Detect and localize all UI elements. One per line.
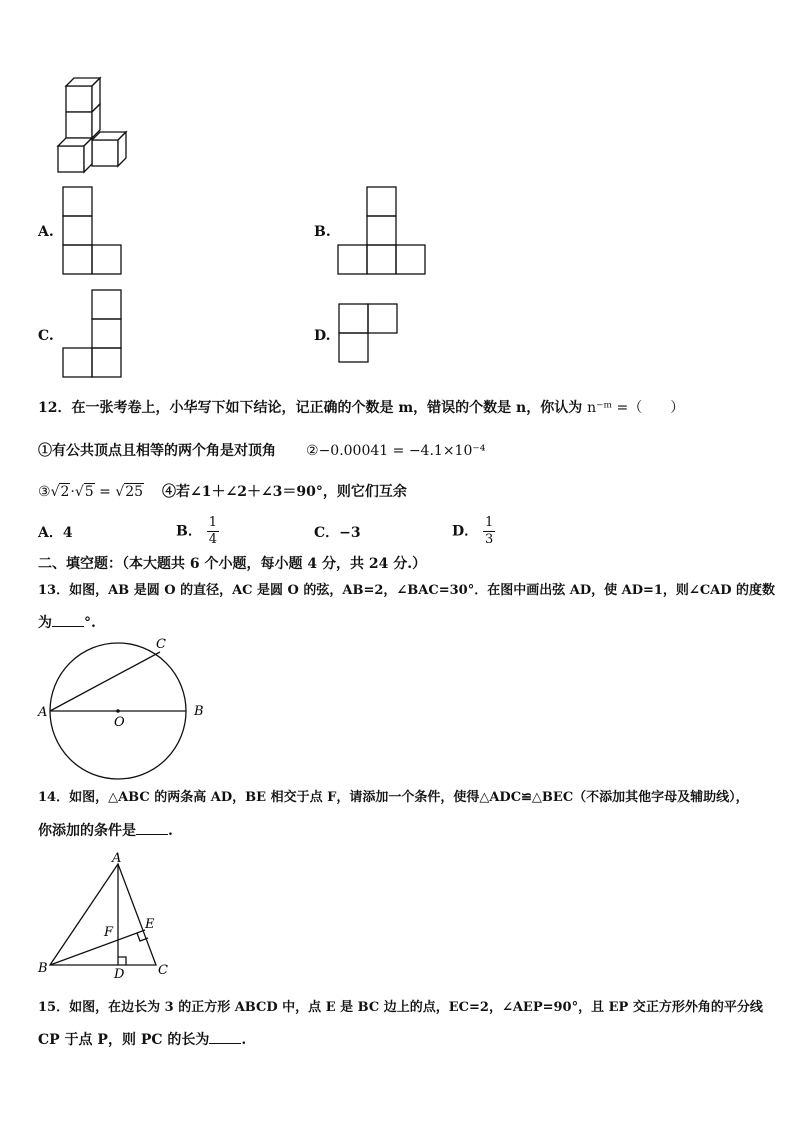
q13-label-b: B bbox=[194, 704, 204, 719]
section-heading: 二、填空题：（本大题共 6 个小题，每小题 4 分，共 24 分.） bbox=[38, 556, 427, 572]
option-b-view bbox=[337, 186, 429, 276]
q12-s3-a: 2 bbox=[60, 484, 70, 500]
q13-line2 bbox=[38, 612, 96, 633]
q12-statement-1: ①有公共顶点且相等的两个角是对顶角 bbox=[38, 443, 276, 459]
q14-label-c: C bbox=[158, 963, 168, 978]
q13-circle-figure bbox=[36, 634, 216, 784]
q12-option-d-den: 3 bbox=[485, 532, 494, 547]
q15-answer-blank[interactable] bbox=[209, 1029, 241, 1044]
q15-line2 bbox=[38, 1029, 246, 1050]
q14-line2-suffix: . bbox=[168, 823, 173, 839]
q13-label-c: C bbox=[156, 637, 166, 652]
q14-line1: 14．如图，△ABC 的两条高 AD，BE 相交于点 F，请添加一个条件，使得△ADC≌△BEC（不添加其他字母及辅助线）， bbox=[38, 790, 749, 805]
q12-statement-4: ④若∠1＋∠2＋∠3＝90°，则它们互余 bbox=[162, 484, 407, 500]
q15-line1: 15．如图，在边长为 3 的正方形 ABCD 中，点 E 是 BC 边上的点，EC=2，∠AEP=90°，且 EP 交正方形外角的平分线 bbox=[38, 1000, 763, 1015]
q12-option-c: C．−3 bbox=[314, 525, 361, 541]
q15-line2-suffix: . bbox=[241, 1032, 247, 1048]
q12-option-b-label: B． bbox=[176, 523, 202, 540]
q12-option-d-fraction bbox=[483, 515, 495, 548]
q12-stem-text: 12．在一张考卷上，小华写下如下结论，记正确的个数是 m，错误的个数是 n，你认为 bbox=[38, 400, 583, 416]
q14-triangle-figure bbox=[36, 852, 176, 982]
q14-line2-prefix: 你添加的条件是 bbox=[38, 823, 136, 839]
q12-statement-3: ③√2·√5 = √25 bbox=[38, 484, 144, 500]
option-a-label: A. bbox=[38, 224, 54, 240]
q14-answer-blank[interactable] bbox=[136, 820, 168, 835]
q12-option-d-num: 1 bbox=[485, 515, 494, 530]
option-d-view bbox=[338, 303, 400, 365]
q13-label-o: O bbox=[114, 715, 125, 730]
option-a-view bbox=[62, 186, 124, 276]
q12-stem bbox=[38, 398, 684, 418]
q12-option-d bbox=[452, 515, 495, 548]
q12-option-a: A．4 bbox=[38, 525, 73, 541]
q13-line2-prefix: 为 bbox=[38, 615, 52, 631]
q12-statement-2 bbox=[306, 441, 485, 461]
q12-s2-prefix: ② bbox=[306, 443, 319, 459]
q12-option-d-label: D． bbox=[452, 523, 479, 540]
q14-line2 bbox=[38, 820, 173, 841]
q13-answer-blank[interactable] bbox=[52, 612, 84, 627]
q13-line1: 13．如图，AB 是圆 O 的直径，AC 是圆 O 的弦，AB=2，∠BAC=30°．在图中画出弦 AD，使 AD=1，则∠CAD 的度数 bbox=[38, 583, 776, 598]
q14-label-d: D bbox=[114, 967, 125, 982]
q13-label-a: A bbox=[38, 705, 48, 720]
q12-s2-math: −0.00041 = −4.1×10⁻⁴ bbox=[318, 443, 486, 459]
q12-option-b bbox=[176, 515, 219, 548]
q15-line2-prefix: CP 于点 P，则 PC 的长为 bbox=[38, 1032, 210, 1048]
q12-option-b-den: 4 bbox=[208, 532, 217, 547]
option-b-label: B. bbox=[314, 224, 331, 240]
option-d-label: D. bbox=[314, 328, 331, 344]
q14-label-a: A bbox=[112, 851, 122, 866]
q14-label-f: F bbox=[104, 925, 114, 940]
q12-expr: n⁻ᵐ =（ ） bbox=[587, 400, 685, 416]
q12-s3-prefix: ③ bbox=[38, 484, 51, 500]
q14-label-e: E bbox=[145, 917, 155, 932]
option-c-label: C. bbox=[38, 328, 54, 344]
q12-s3-c: 25 bbox=[125, 484, 144, 500]
cube-stack-figure bbox=[50, 76, 132, 180]
option-c-view bbox=[62, 289, 124, 379]
q13-line2-suffix: °. bbox=[84, 615, 96, 631]
q12-s3-b: 5 bbox=[84, 484, 94, 500]
q14-label-b: B bbox=[38, 961, 48, 976]
q12-option-b-num: 1 bbox=[208, 515, 217, 530]
q12-option-b-fraction bbox=[207, 515, 219, 548]
